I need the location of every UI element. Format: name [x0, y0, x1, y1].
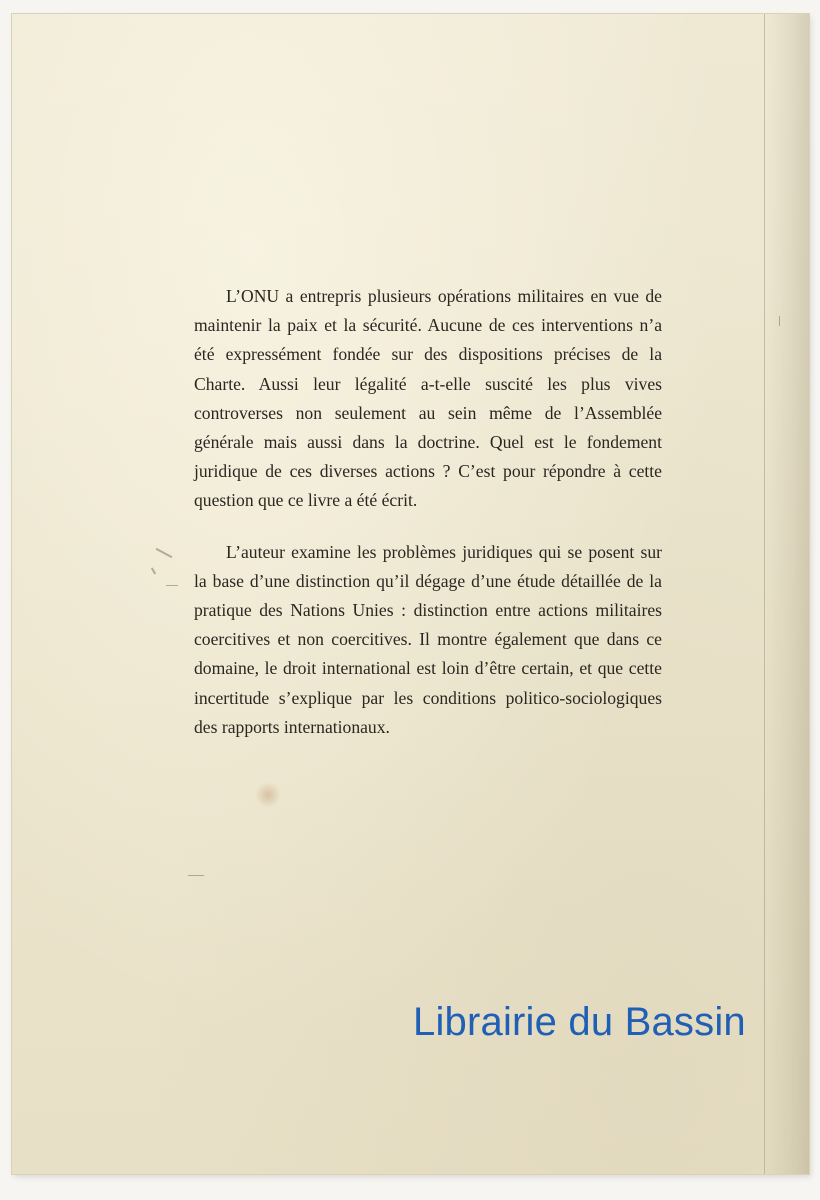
scuff-mark	[151, 567, 156, 574]
stain-spot	[255, 782, 281, 808]
scuff-mark	[166, 585, 178, 586]
blurb-paragraph-1: L’ONU a entrepris plusieurs opérations militaires en vue de maintenir la paix et la sécurité. Aucune de ces interventions n’a été expressément fondée sur des dispositions précises de la Charte. Aussi leur légalité a-t-elle suscité les plus vives controverses non seulement au sein même de l’Assemblée générale mais aussi dans la doctrine. Quel est le fondement juridique de ces diverses actions ? C’est pour répondre à cette question que ce livre a été écrit.	[194, 286, 662, 511]
blurb-paragraph-2: L’auteur examine les problèmes juridiques qui se posent sur la base d’une distinction qu’il dégage d’une étude détaillée de la pratique des Nations Unies : distinction entre actions militaires coercitives et non coercitives. Il montre également que dans ce domaine, le droit international est loin d’être certain, et que cette incertitude s’explique par les conditions politico-sociologiques des rapports internationaux.	[194, 541, 662, 737]
blurb-text	[194, 282, 662, 764]
watermark-text: Librairie du Bassin	[413, 1000, 746, 1044]
cover-edge-shading	[764, 14, 809, 1174]
scuff-mark	[779, 316, 780, 326]
scuff-mark	[188, 875, 204, 876]
scuff-mark	[156, 548, 173, 558]
